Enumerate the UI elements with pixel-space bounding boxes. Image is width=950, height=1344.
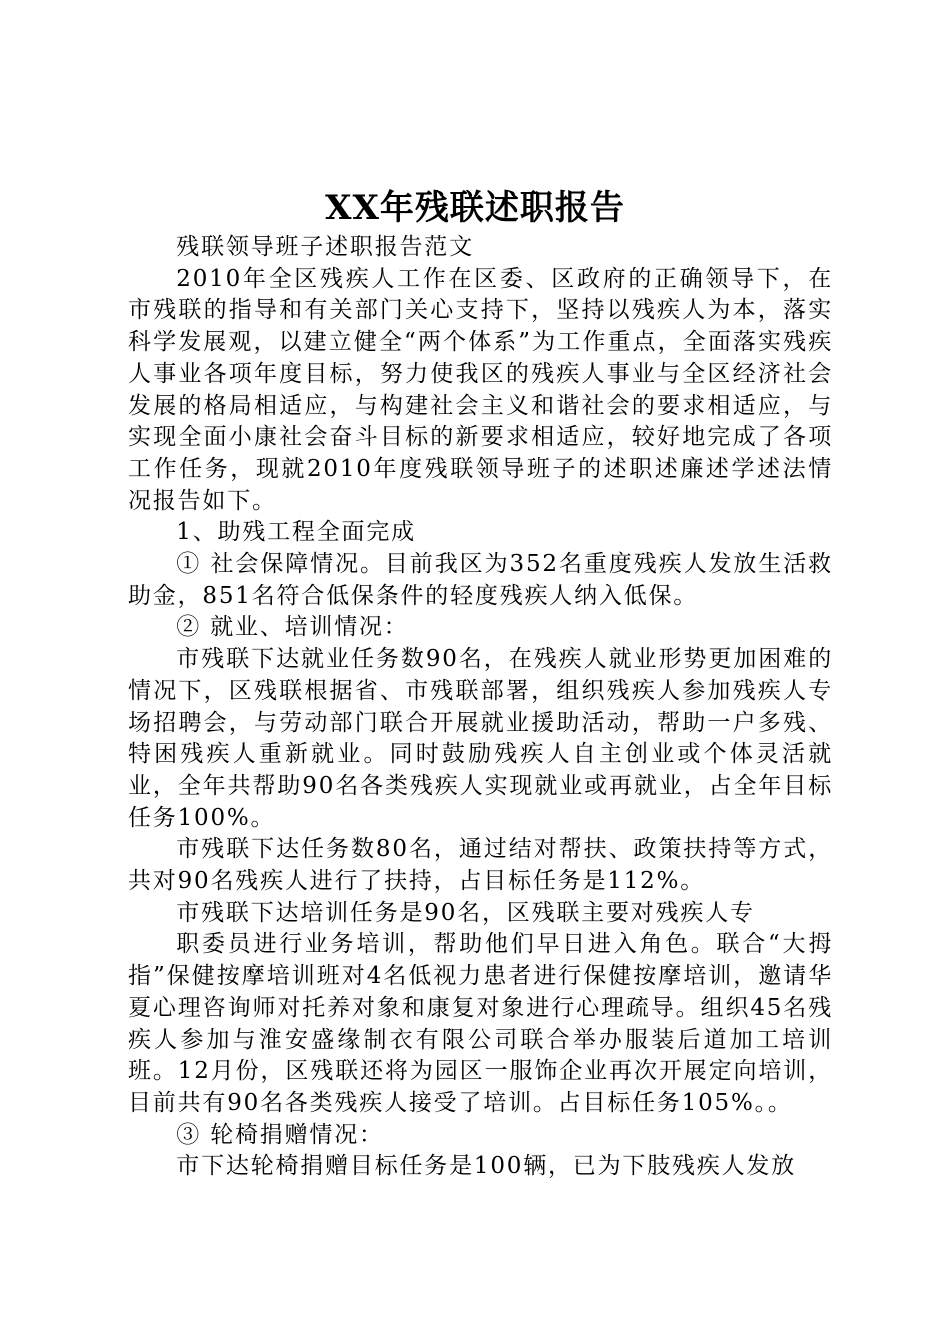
document-body: [128, 232, 833, 1183]
document-title: XX年残联述职报告: [325, 188, 625, 228]
paragraph-social-security: ① 社会保障情况。目前我区为352名重度残疾人发放生活救助金，851名符合低保条件的轻度残疾人纳入低保。: [128, 551, 833, 609]
paragraph-training-detail: 职委员进行业务培训，帮助他们早日进入角色。联合“大拇指”保健按摩培训班对4名低视力患者进行保健按摩培训，邀请华夏心理咨询师对托养对象和康复对象进行心理疏导。组织45名残疾人参加与淮安盛缘制衣有限公司联合举办服装后道加工培训班。12月份，区残联还将为园区一服饰企业再次开展定向培训，目前共有90名各类残疾人接受了培训。占目标任务105%。。: [128, 931, 833, 1116]
paragraph-intro: 2010年全区残疾人工作在区委、区政府的正确领导下，在市残联的指导和有关部门关心支持下，坚持以残疾人为本，落实科学发展观，以建立健全“两个体系”为工作重点，全面落实残疾人事业各项年度目标，努力使我区的残疾人事业与全区经济社会发展的格局相适应，与构建社会主义和谐社会的要求相适应，与实现全面小康社会奋斗目标的新要求相适应，较好地完成了各项工作任务，现就2010年度残联领导班子的述职述廉述学述法情况报告如下。: [128, 265, 833, 514]
paragraph-employment: 市残联下达就业任务数90名，在残疾人就业形势更加困难的情况下，区残联根据省、市残联部署，组织残疾人参加残疾人专场招聘会，与劳动部门联合开展就业援助活动，帮助一户多残、特困残疾人重新就业。同时鼓励残疾人自主创业或个体灵活就业，全年共帮助90名各类残疾人实现就业或再就业，占全年目标任务100%。: [128, 646, 833, 831]
paragraph-wheelchair-heading: ③ 轮椅捐赠情况：: [176, 1121, 384, 1148]
paragraph-employment-heading: ② 就业、培训情况：: [176, 614, 409, 641]
paragraph-subtitle: 残联领导班子述职报告范文: [176, 234, 474, 260]
paragraph-support: 市残联下达任务数80名，通过结对帮扶、政策扶持等方式，共对90名残疾人进行了扶持，占目标任务是112%。: [128, 836, 833, 895]
paragraph-wheelchair: 市下达轮椅捐赠目标任务是100辆，已为下肢残疾人发放: [176, 1153, 796, 1180]
paragraph-training-task: 市残联下达培训任务是90名，区残联主要对残疾人专: [176, 899, 755, 926]
paragraph-section-heading: 1、助残工程全面完成: [176, 519, 416, 546]
